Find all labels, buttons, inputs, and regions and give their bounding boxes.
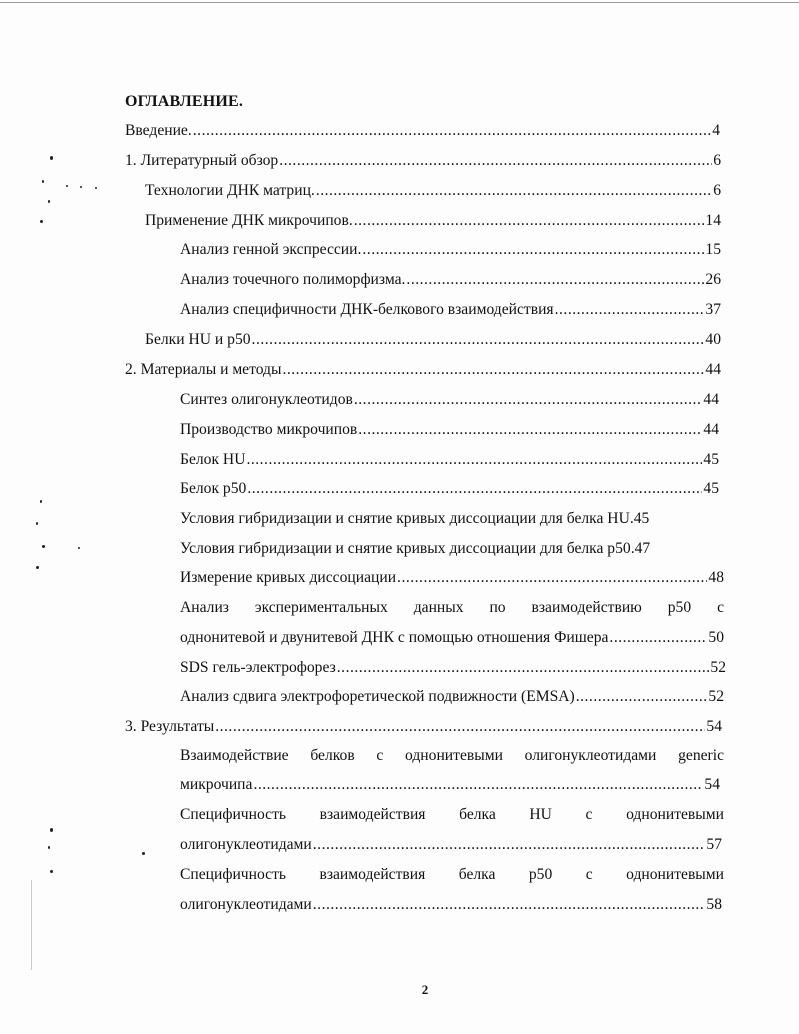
toc-entry-title: Белок HU	[180, 451, 246, 468]
toc-entry-page: 57	[706, 836, 722, 853]
scan-speck	[36, 566, 39, 569]
dot-leader	[358, 421, 702, 439]
scan-speck	[80, 186, 82, 188]
dot-leader	[247, 480, 702, 498]
dot-leader	[362, 241, 704, 259]
scan-speck	[66, 185, 68, 187]
toc-entry-page: 52	[710, 659, 726, 676]
scan-speck	[95, 187, 97, 189]
dot-leader	[215, 718, 705, 736]
toc-entry-generic-microchip-interaction	[180, 747, 724, 797]
dot-leader	[246, 451, 702, 469]
toc-entry-page: 58	[706, 896, 722, 913]
toc-entry-title: 1. Литературный обзор	[125, 152, 279, 169]
scan-speck	[42, 545, 45, 548]
toc-entry-hu-specificity	[180, 806, 724, 856]
toc-entry-title: Белки HU и р50	[145, 331, 251, 348]
toc-entry-title: Условия гибридизации и снятие кривых диссоциации для белка р50.	[180, 540, 635, 557]
toc-entry-page: 54	[706, 718, 722, 735]
scan-speck	[142, 852, 145, 855]
toc-entry-page: 47	[634, 540, 651, 557]
dot-leader	[252, 331, 705, 349]
toc-entry-page: 6	[713, 152, 721, 169]
toc-entry-title: Производство микрочипов	[180, 421, 358, 438]
toc-entry-materials-methods	[125, 361, 721, 381]
dot-leader	[609, 629, 707, 647]
toc-entry-title: SDS гель-электрофорез	[180, 659, 336, 676]
dot-leader	[354, 391, 703, 409]
toc-entry-title: 2. Материалы и методы	[125, 361, 282, 378]
toc-entry-page: 54	[704, 776, 720, 793]
toc-entry-p50-specificity	[180, 866, 724, 916]
toc-entry-literature-review	[125, 152, 721, 172]
toc-entry-page: 44	[705, 361, 721, 378]
toc-entry-page: 48	[708, 569, 724, 586]
toc-entry-title: Технологии ДНК матриц.	[145, 182, 315, 199]
toc-entry-hybridization-hu	[180, 510, 725, 530]
toc-entry-title-line2: олигонуклеотидами	[180, 836, 312, 853]
toc-entry-page: 26	[705, 271, 721, 288]
toc-entry-page: 44	[703, 391, 719, 408]
toc-entry-page: 40	[705, 331, 721, 348]
toc-entry-title: Введение.	[125, 122, 192, 139]
toc-entry-point-polymorphism	[180, 271, 721, 291]
toc-entry-emsa	[180, 688, 724, 708]
toc-entry-page: 45	[703, 480, 719, 497]
toc-entry-page: 45	[703, 451, 719, 468]
toc-entry-title: 3. Результаты	[125, 718, 215, 735]
toc-entry-results	[125, 718, 722, 738]
toc-entry-gene-expression	[180, 241, 721, 261]
top-border-line	[0, 2, 799, 3]
toc-entry-dna-protein-specificity	[180, 301, 721, 321]
dot-leader	[397, 569, 707, 587]
toc-entry-microchip-applications	[145, 212, 721, 232]
dot-leader	[406, 271, 704, 289]
dot-leader	[555, 301, 705, 319]
toc-entry-title: Анализ генной экспрессии.	[180, 241, 362, 258]
toc-entry-page: 44	[703, 421, 719, 438]
dot-leader	[313, 896, 706, 914]
toc-entry-page: 6	[713, 182, 721, 199]
toc-entry-sds-electrophoresis	[180, 659, 726, 679]
toc-entry-title-line2: микрочипа	[180, 776, 253, 793]
dot-leader	[313, 836, 706, 854]
toc-entry-page: 50	[708, 629, 724, 646]
scan-speck	[40, 500, 42, 503]
toc-entry-title: Измерение кривых диссоциации	[180, 569, 397, 586]
dot-leader	[282, 361, 704, 379]
scan-speck	[78, 547, 80, 549]
scan-speck	[42, 180, 44, 183]
scan-speck	[50, 870, 53, 873]
toc-entry-title: Анализ специфичности ДНК-белкового взаимодействия	[180, 301, 554, 318]
toc-entry-title: Применение ДНК микрочипов.	[145, 212, 353, 229]
dot-leader	[253, 776, 703, 794]
toc-entry-page: 14	[705, 212, 721, 229]
toc-entry-page: 15	[705, 241, 721, 258]
toc-entry-title: Белок р50	[180, 480, 247, 497]
scan-speck	[40, 220, 43, 223]
toc-entry-title: Анализ сдвига электрофоретической подвижности (EMSA)	[180, 688, 575, 705]
left-margin-line	[31, 880, 32, 970]
scan-speck	[48, 846, 50, 849]
dot-leader	[316, 182, 712, 200]
toc-entry-title-line1: Специфичность взаимодействия белка р50 с однонитевыми	[180, 866, 724, 883]
toc-entry-hybridization-p50	[180, 540, 725, 560]
toc-entry-page: 4	[712, 122, 720, 139]
toc-entry-hu-p50-proteins	[145, 331, 721, 351]
page-number: 2	[421, 982, 429, 997]
dot-leader	[337, 659, 710, 677]
toc-entry-p50-protein	[180, 480, 719, 500]
toc-entry-title: Синтез олигонуклеотидов	[180, 391, 353, 408]
dot-leader	[576, 688, 708, 706]
dot-leader	[279, 152, 712, 170]
toc-entry-dissociation-curves	[180, 569, 724, 589]
scan-speck	[50, 156, 53, 160]
toc-entry-introduction	[125, 122, 720, 142]
toc-entry-page: 45	[633, 510, 650, 527]
dot-leader	[354, 212, 705, 230]
toc-entry-hu-protein	[180, 451, 719, 471]
toc-entry-title-line1: Специфичность взаимодействия белка HU с однонитевыми	[180, 806, 724, 823]
toc-entry-title-line1: Анализ экспериментальных данных по взаимодействию р50 с	[180, 599, 724, 616]
scan-speck	[36, 522, 38, 525]
toc-entry-title-line2: однонитевой и двунитевой ДНК с помощью отношения Фишера	[180, 629, 609, 646]
page-title: ОГЛАВЛЕНИЕ.	[125, 93, 244, 110]
toc-entry-page: 52	[708, 688, 724, 705]
toc-entry-title: Анализ точечного полиморфизма.	[180, 271, 406, 288]
scan-speck	[48, 200, 50, 203]
toc-entry-title-line2: олигонуклеотидами	[180, 896, 312, 913]
toc-entry-page: 37	[705, 301, 721, 318]
toc-entry-dna-array-technologies	[145, 182, 721, 202]
toc-entry-microchip-production	[180, 421, 719, 441]
toc-entry-title-line1: Взаимодействие белков с однонитевыми олигонуклеотидами generic	[180, 747, 724, 764]
scan-speck	[50, 828, 53, 832]
toc-entry-title: Условия гибридизации и снятие кривых диссоциации для белка HU.	[180, 510, 634, 527]
toc-entry-oligo-synthesis	[180, 391, 719, 411]
dot-leader	[193, 122, 711, 140]
toc-entry-fisher-analysis	[180, 599, 724, 649]
